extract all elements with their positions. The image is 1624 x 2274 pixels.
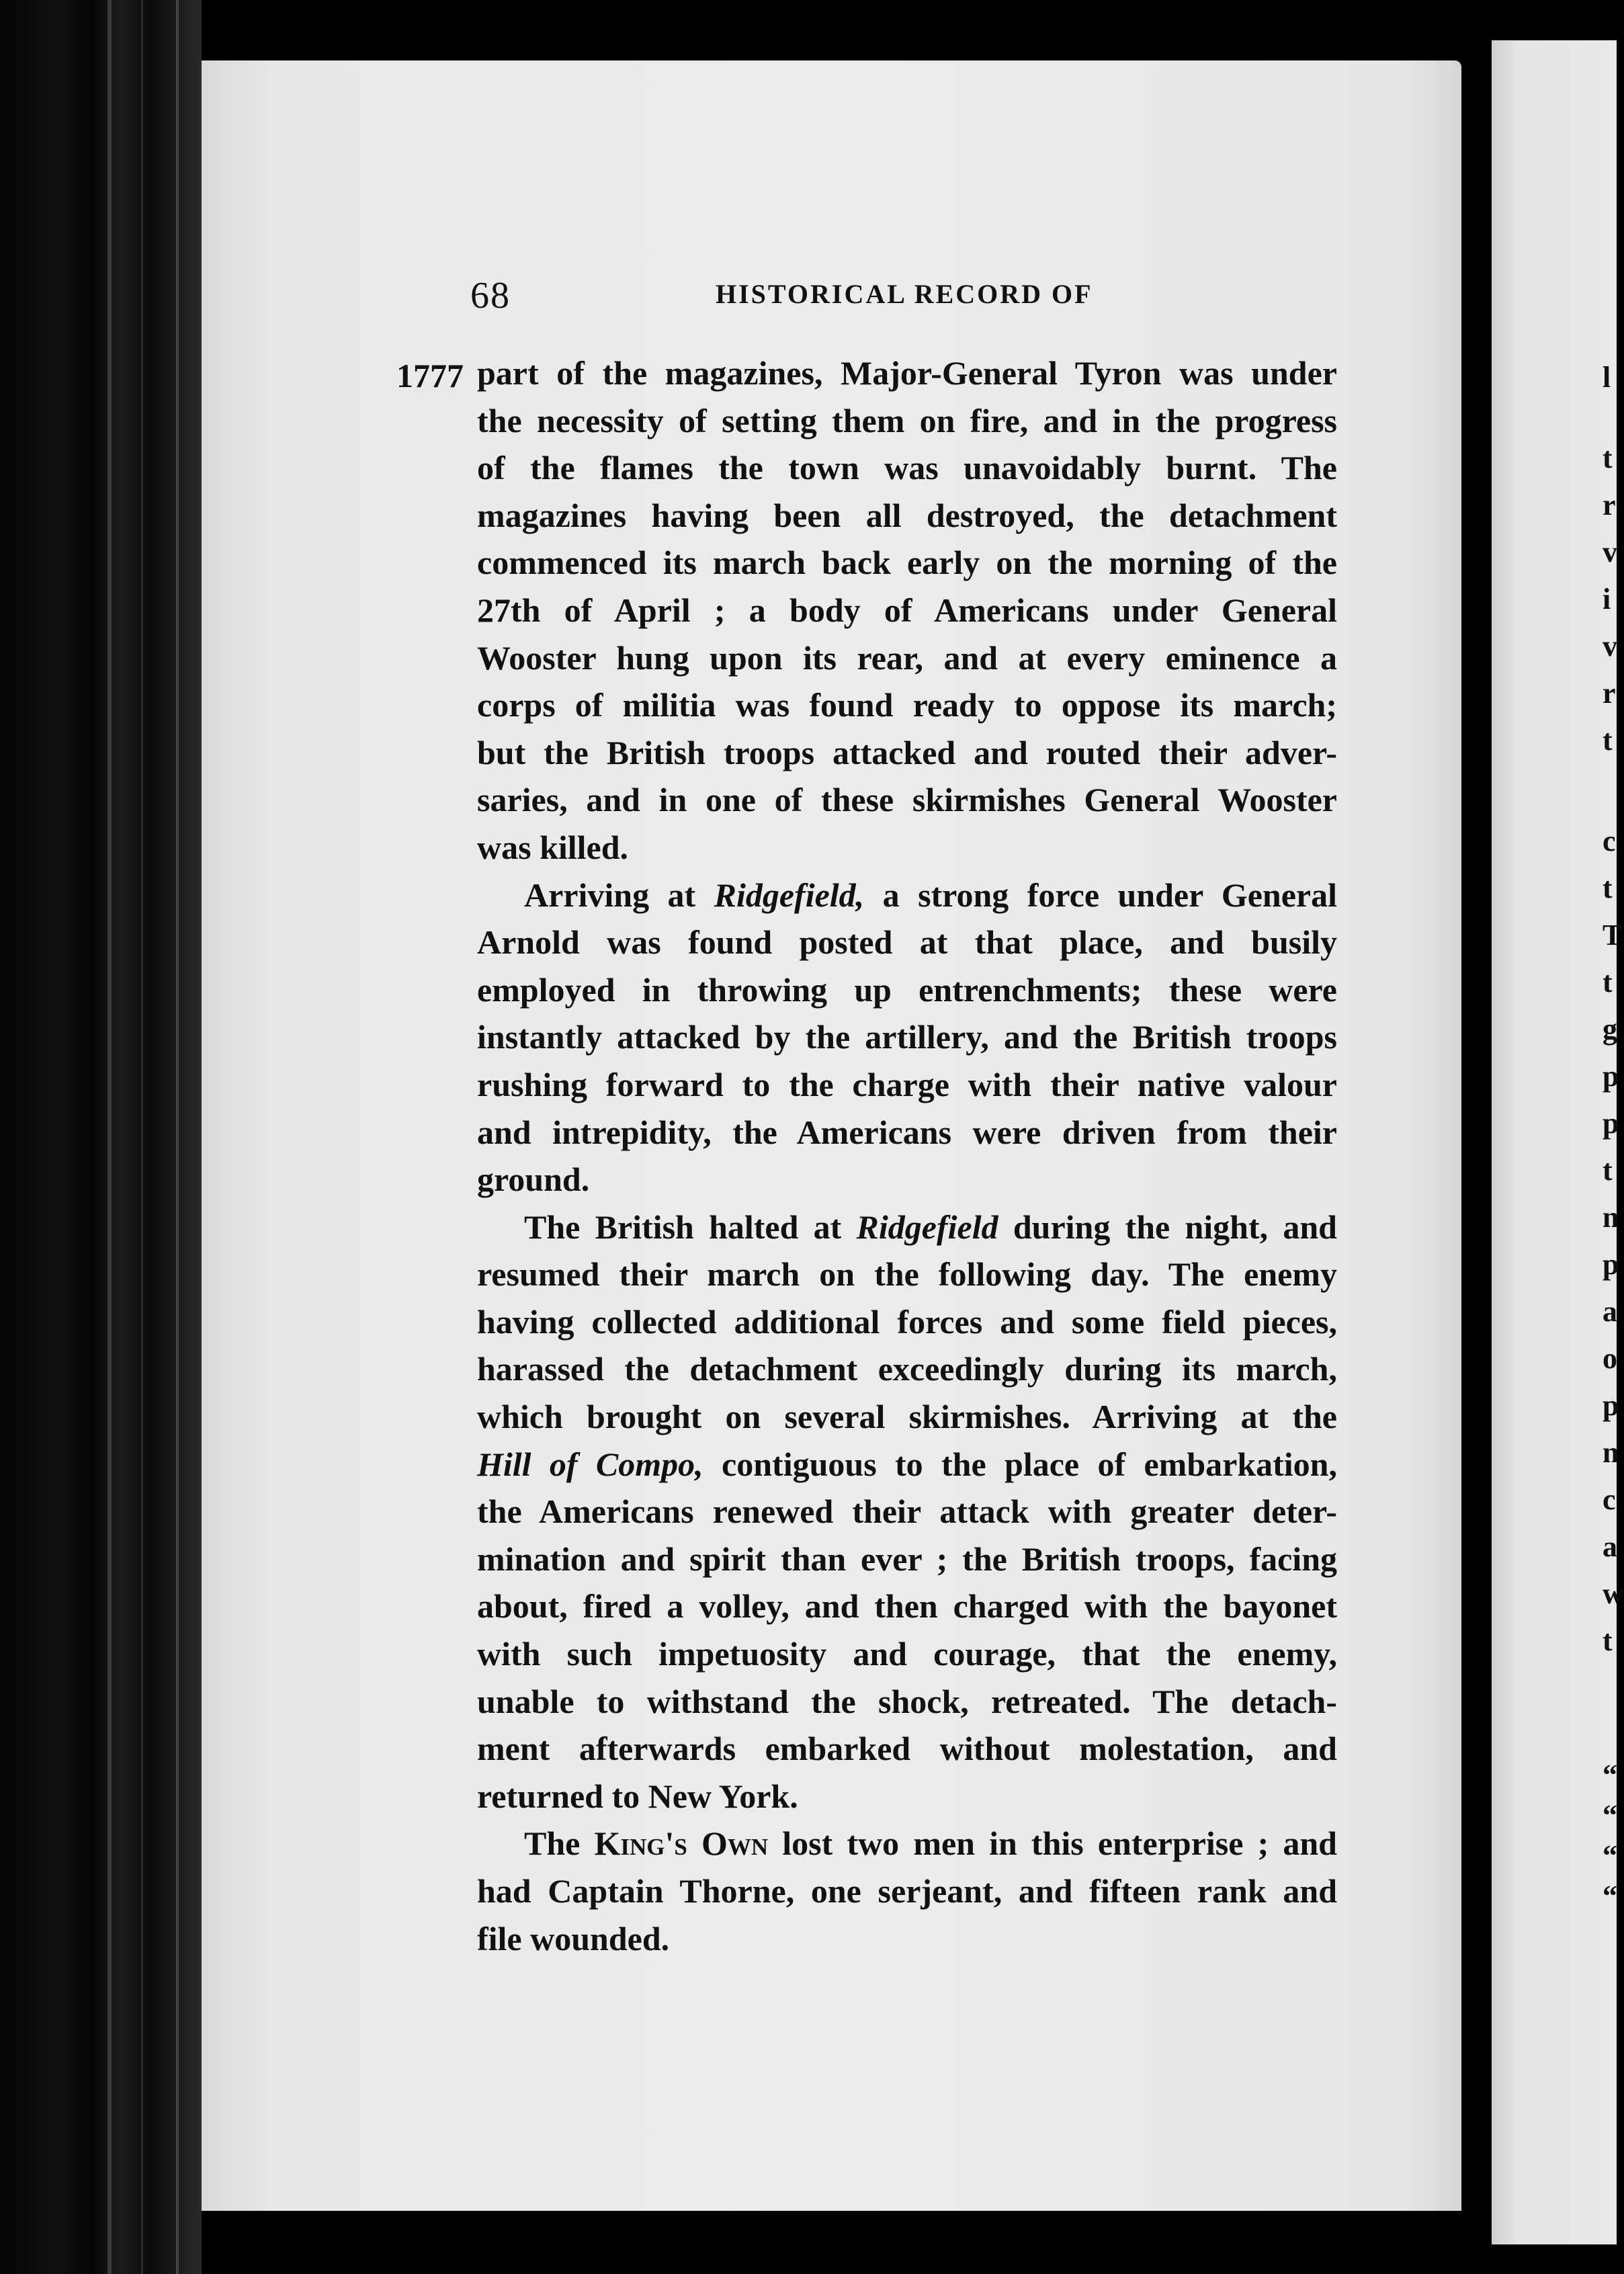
place-name-italic: Hill of Compo, xyxy=(477,1445,703,1483)
margin-year: 1777 xyxy=(396,357,464,394)
text-line: mination and spirit than ever ; the British troops, facing xyxy=(477,1540,1337,1578)
facing-page xyxy=(1492,40,1617,2244)
text-run: The xyxy=(524,1824,595,1863)
facing-page-letter: “ xyxy=(1602,1759,1617,1792)
body-text xyxy=(477,349,1337,1962)
facing-page-letter: p xyxy=(1602,1248,1619,1281)
text-line: Arnold was found posted at that place, and busily xyxy=(477,923,1337,962)
facing-page-letter: w xyxy=(1602,1577,1624,1610)
text-line: the necessity of setting them on fire, and in the progress xyxy=(477,401,1337,439)
text-run: contiguous to the place of embarkation, xyxy=(703,1445,1337,1483)
facing-page-text xyxy=(1602,0,1624,2274)
text-line: commenced its march back early on the morning of the xyxy=(477,544,1337,582)
facing-page-letter: c xyxy=(1602,1483,1616,1516)
facing-page-letter: a xyxy=(1602,1530,1617,1563)
text-line: employed in throwing up entrenchments; these were xyxy=(477,970,1337,1009)
facing-page-letter: v xyxy=(1602,536,1617,568)
place-name-italic: Ridgefield, xyxy=(714,876,865,914)
facing-page-letter: t xyxy=(1602,1154,1613,1187)
facing-page-letter: T xyxy=(1602,919,1623,952)
facing-page-letter: “ xyxy=(1602,1799,1617,1832)
text-line: instantly attacked by the artillery, and the British troops xyxy=(477,1018,1337,1056)
text-run: The British halted at xyxy=(524,1208,857,1246)
facing-page-letter: c xyxy=(1602,825,1616,857)
text-line: about, fired a volley, and then charged with the bayonet xyxy=(477,1587,1337,1626)
facing-page-letter: “ xyxy=(1602,1880,1617,1912)
text-line: ground. xyxy=(477,1161,590,1199)
binding-edge-line xyxy=(108,0,112,2274)
text-line: harassed the detachment exceedingly during its march, xyxy=(477,1350,1337,1388)
facing-page-letter: t xyxy=(1602,724,1613,757)
binding-edge-line xyxy=(176,0,179,2274)
text-line: which brought on several skirmishes. Arriving at the xyxy=(477,1398,1337,1436)
text-run: a strong force under General xyxy=(864,876,1337,914)
facing-page-letter: v xyxy=(1602,630,1617,663)
text-line: had Captain Thorne, one serjeant, and fifteen rank and xyxy=(477,1872,1337,1910)
text-run: Arriving at xyxy=(524,876,714,914)
place-name-italic: Ridgefield xyxy=(856,1208,998,1246)
text-run: during the night, and xyxy=(998,1208,1337,1246)
text-run: lost two men in this enterprise ; and xyxy=(768,1824,1337,1863)
regiment-name-small-caps: King's Own xyxy=(594,1824,769,1863)
text-line: the Americans renewed their attack with greater deter- xyxy=(477,1492,1337,1531)
text-line: part of the magazines, Major-General Tyron was under xyxy=(477,354,1337,392)
facing-page-letter: t xyxy=(1602,441,1613,474)
text-line: 27th of April ; a body of Americans under General xyxy=(477,591,1337,629)
text-line: and intrepidity, the Americans were driven from their xyxy=(477,1113,1337,1151)
text-line: ment afterwards embarked without molestation, and xyxy=(477,1730,1337,1768)
text-line: with such impetuosity and courage, that the enemy, xyxy=(477,1635,1337,1673)
text-line: resumed their march on the following day. The enemy xyxy=(477,1255,1337,1294)
facing-page-letter: i xyxy=(1602,583,1611,616)
text-line: saries, and in one of these skirmishes General Wooster xyxy=(477,781,1337,819)
text-line: having collected additional forces and some field pieces, xyxy=(477,1302,1337,1341)
text-line xyxy=(477,1204,1337,1251)
facing-page-letter: l xyxy=(1602,361,1611,394)
text-line: unable to withstand the shock, retreated. The detach- xyxy=(477,1682,1337,1720)
facing-page-letter: p xyxy=(1602,1060,1619,1093)
text-line: of the flames the town was unavoidably burnt. The xyxy=(477,449,1337,487)
text-line: but the British troops attacked and routed their adver- xyxy=(477,733,1337,771)
facing-page-letter: r xyxy=(1602,489,1616,521)
text-line: was killed. xyxy=(477,828,629,866)
text-line: magazines having been all destroyed, the detachment xyxy=(477,496,1337,534)
facing-page-letter: n xyxy=(1602,1201,1619,1234)
binding-edge-line xyxy=(141,0,143,2274)
text-line xyxy=(477,872,1337,919)
facing-page-letter: t xyxy=(1602,872,1613,904)
text-line xyxy=(477,1441,1337,1488)
text-line: rushing forward to the charge with their native valour xyxy=(477,1065,1337,1103)
text-line xyxy=(477,1820,1337,1867)
facing-page-letter: p xyxy=(1602,1389,1619,1422)
facing-page-letter: n xyxy=(1602,1436,1619,1469)
text-line: returned to New York. xyxy=(477,1777,798,1815)
facing-page-letter: g xyxy=(1602,1013,1617,1046)
facing-page-letter: a xyxy=(1602,1295,1617,1328)
header-title: HISTORICAL RECORD OF xyxy=(716,279,1093,309)
facing-page-letter: r xyxy=(1602,677,1616,710)
facing-page-letter: o xyxy=(1602,1342,1617,1375)
text-line: Wooster hung upon its rear, and at every eminence a xyxy=(477,638,1337,677)
text-line: corps of militia was found ready to oppose its march; xyxy=(477,686,1337,724)
page-number: 68 xyxy=(470,275,511,317)
facing-page-letter: “ xyxy=(1602,1839,1617,1872)
facing-page-letter: t xyxy=(1602,966,1613,999)
book-binding xyxy=(0,0,202,2274)
facing-page-letter: t xyxy=(1602,1624,1613,1657)
facing-page-letter: p xyxy=(1602,1107,1619,1140)
text-line: file wounded. xyxy=(477,1919,670,1957)
